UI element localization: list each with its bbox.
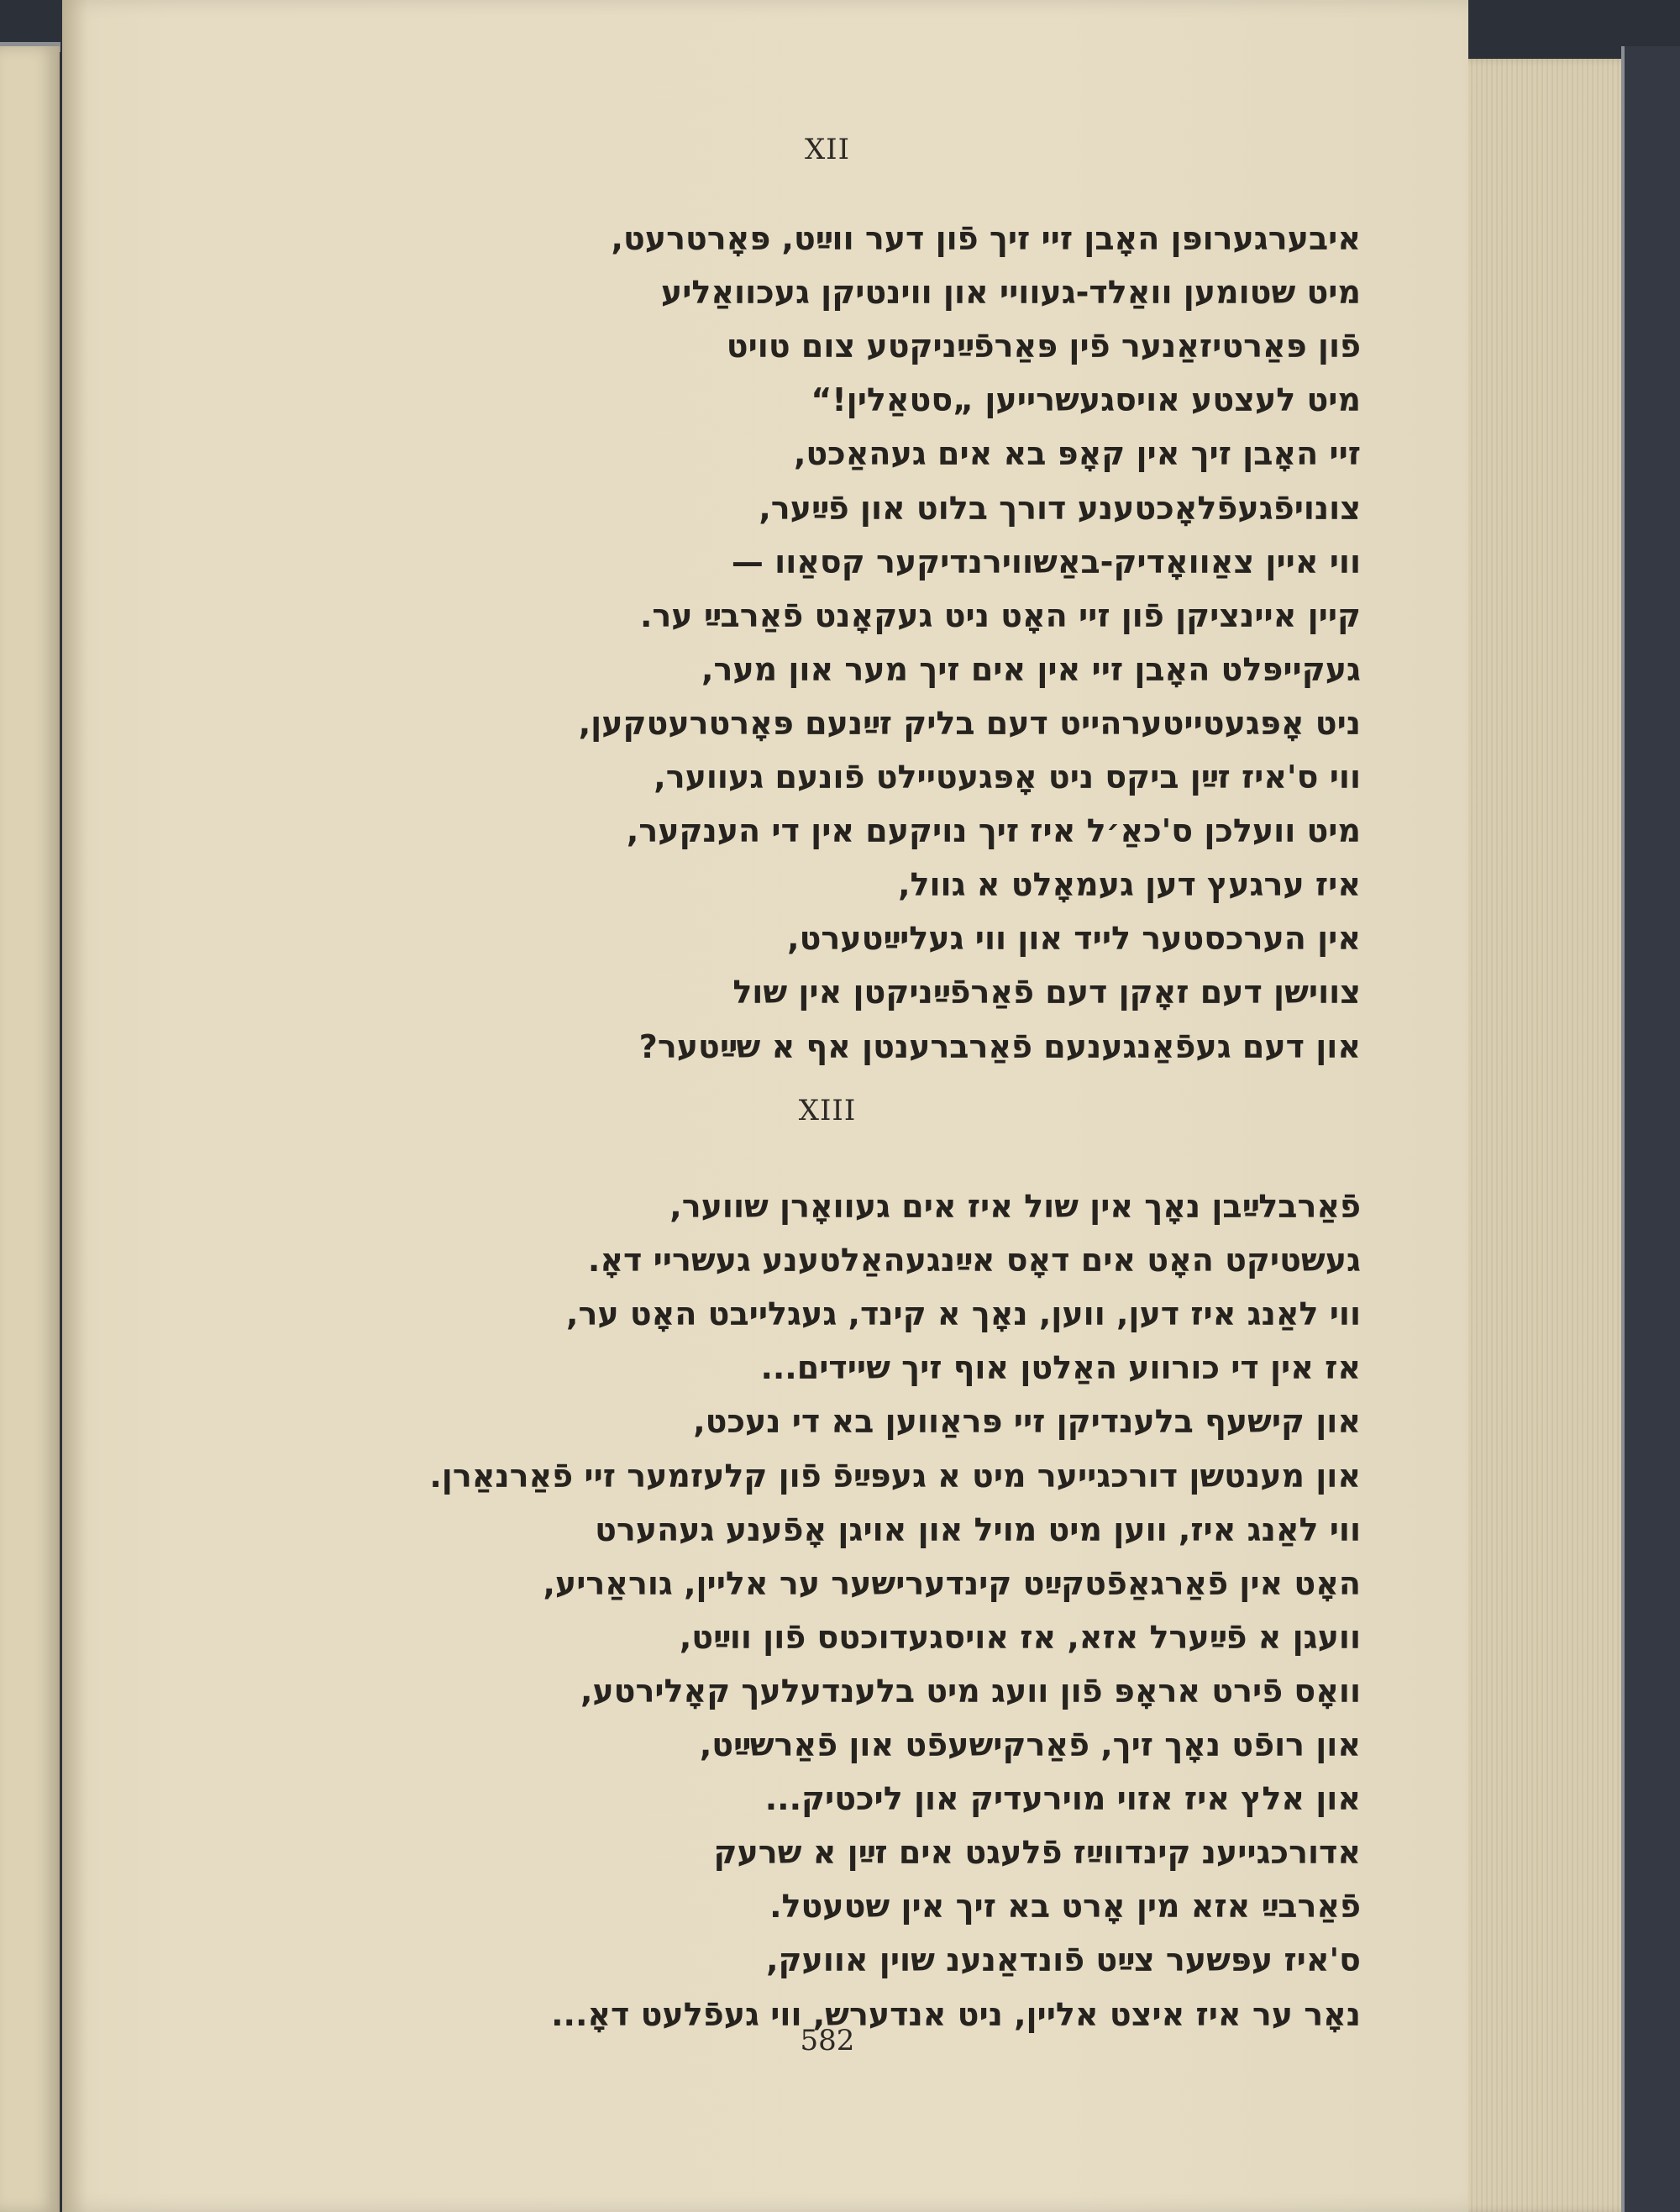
verse-line: און דעם געפֿאַנגענעם פֿאַרברענטן אף א שײַטער? — [638, 1028, 1361, 1065]
verse-line: מיט שטומען וואַלד-געוויי און ווינטיקן געכוואַליע — [660, 274, 1361, 311]
verse-line: וואָס פֿירט אראָפּ פֿון וועג מיט בלענדעלעך קאָלירטע, — [580, 1673, 1361, 1710]
book-page — [62, 0, 1468, 2212]
verse-line: ווי איין צאַוואָדיק-באַשווירנדיקער קסאַוו — — [731, 544, 1361, 581]
page-number: 582 — [800, 2024, 855, 2057]
verse-line: געשטיקט האָט אים דאָס אײַנגעהאַלטענע געשריי דאָ. — [587, 1242, 1361, 1279]
verse-line: ווי לאַנג איז, ווען מיט מויל און אויגן אָפֿענע געהערט — [595, 1511, 1361, 1548]
verse-line: פֿון פּאַרטיזאַנער פֿין פּאַרפֿײַניקטע צום טויט — [726, 328, 1361, 365]
verse-line: צווישן דעם זאָקן דעם פֿאַרפֿײַניקטן אין שול — [732, 974, 1361, 1011]
verse-line: אין הערכסטער לייד און ווי געליײַטערט, — [787, 920, 1361, 957]
verse-line: מיט לעצטע אויסגעשרייען „סטאַלין!“ — [811, 381, 1361, 418]
section-heading-xiii: XIII — [798, 1094, 857, 1127]
verse-line: אז אין די כורווע האַלטן אוף זיך שיידים... — [760, 1349, 1361, 1386]
previous-page — [0, 46, 60, 2212]
verse-line: וועגן א פֿײַערל אזא, אז אויסגעדוכטס פֿון ווײַט, — [679, 1619, 1361, 1656]
verse-line: און מענטשן דורכגייער מיט א געפּײַפֿ פֿון קלעזמער זיי פֿאַרנאַרן. — [429, 1458, 1361, 1495]
verse-line: געקייפּלט האָבן זיי אין אים זיך מער און מער, — [701, 651, 1361, 688]
verse-line: ס'איז עפּשער צײַט פֿונדאַנענ שוין אוועק, — [766, 1941, 1361, 1978]
verse-line: איבערגערופּן האָבן זיי זיך פֿון דער ווײַט, פּאָרטרעט, — [611, 220, 1361, 257]
verse-line: און אלץ איז אזוי מוירעדיק און ליכטיק... — [764, 1780, 1361, 1817]
verse-line: ווי ס'איז זײַן ביקס ניט אָפּגעטיילט פֿונעם געווער, — [654, 759, 1361, 796]
verse-line: און קישעף בלענדיקן זיי פּראַווען בא די נעכט, — [693, 1403, 1361, 1440]
verse-line: נאָר ער איז איצט אליין, ניט אנדערש, ווי געפֿלעט דאָ... — [551, 1996, 1361, 2033]
verse-line: ווי לאַנג איז דען, ווען, נאָך א קינד, געגלייבט האָט ער, — [566, 1295, 1361, 1332]
verse-line: איז ערגעץ דען געמאָלט א גוול, — [898, 866, 1361, 903]
verse-line: פֿאַרבײַ אזא מין אָרט בא זיך אין שטעטל. — [769, 1888, 1361, 1925]
verse-line: אדורכגייענ קינדווײַז פֿלעגט אים זײַן א שרעק — [713, 1834, 1361, 1871]
verse-line: צונויפֿגעפֿלאָכטענע דורך בלוט און פֿײַער, — [759, 490, 1361, 527]
verse-line: האָט אין פֿאַרגאַפֿטקײַט קינדערישער ער אליין, גוראַריע, — [543, 1565, 1361, 1602]
section-heading-xii: XII — [804, 133, 851, 166]
verse-line: ניט אָפּגעטייטערהייט דעם בליק זײַנעם פּאָרטרעטקען, — [578, 705, 1361, 742]
verse-line: פֿאַרבלײַבן נאָך אין שול איז אים געוואָרן שווער, — [669, 1188, 1361, 1225]
verse-line: זיי האָבן זיך אין קאָפּ בא אים געהאַכט, — [793, 435, 1361, 472]
book-cover-edge — [1621, 46, 1680, 2212]
verse-line: און רופֿט נאָך זיך, פֿאַרקישעפֿט און פֿאַרשײַט, — [699, 1726, 1361, 1763]
verse-line: מיט וועלכן ס'כאַ׳ל איז זיך נויקעם אין די הענקער, — [626, 812, 1361, 849]
verse-line: קיין איינציקן פֿון זיי האָט ניט געקאָנט פֿאַרבײַ ער. — [639, 597, 1361, 634]
